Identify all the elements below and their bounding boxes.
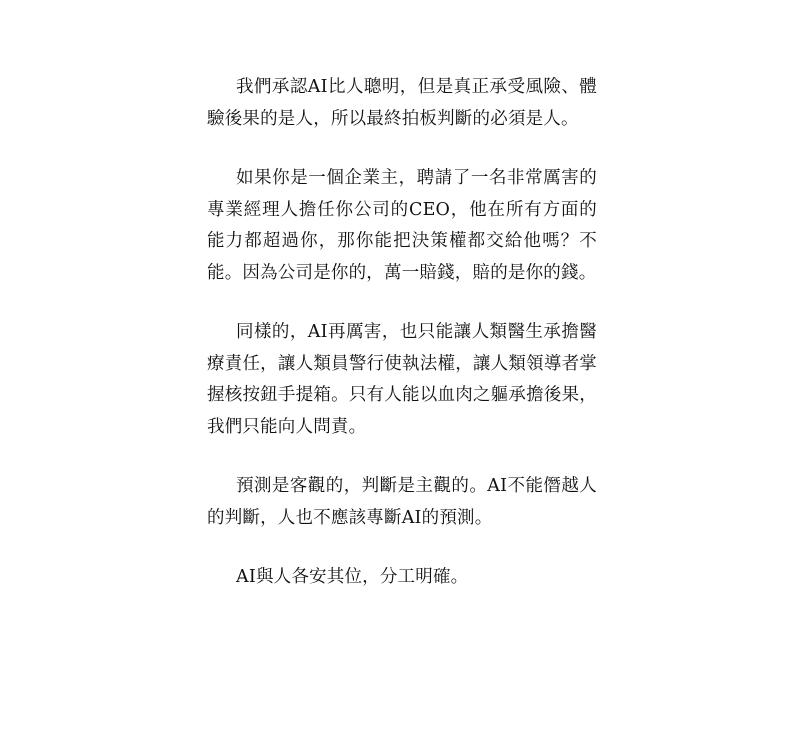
paragraph-5: AI與人各安其位，分工明確。: [236, 567, 469, 587]
paragraph-4: 預測是客觀的，判斷是主觀的。AI不能僭越人的判斷，人也不應該專斷AI的預測。: [207, 476, 597, 528]
paragraph-3: 同樣的，AI再厲害，也只能讓人類醫生承擔醫療責任，讓人類員警行使執法權，讓人類領導者掌握核按鈕手提箱。只有人能以血肉之軀承擔後果，我們只能向人問責。: [207, 322, 597, 437]
paragraph-1: 我們承認AI比人聰明，但是真正承受風險、體驗後果的是人，所以最終拍板判斷的必須是人。: [207, 77, 597, 129]
paragraph-2: 如果你是一個企業主，聘請了一名非常厲害的專業經理人擔任你公司的CEO，他在所有方面的能力都超過你，那你能把決策權都交給他嗎？不能。因為公司是你的，萬一賠錢，賠的是你的錢。: [207, 168, 597, 283]
document-page: [207, 72, 597, 622]
